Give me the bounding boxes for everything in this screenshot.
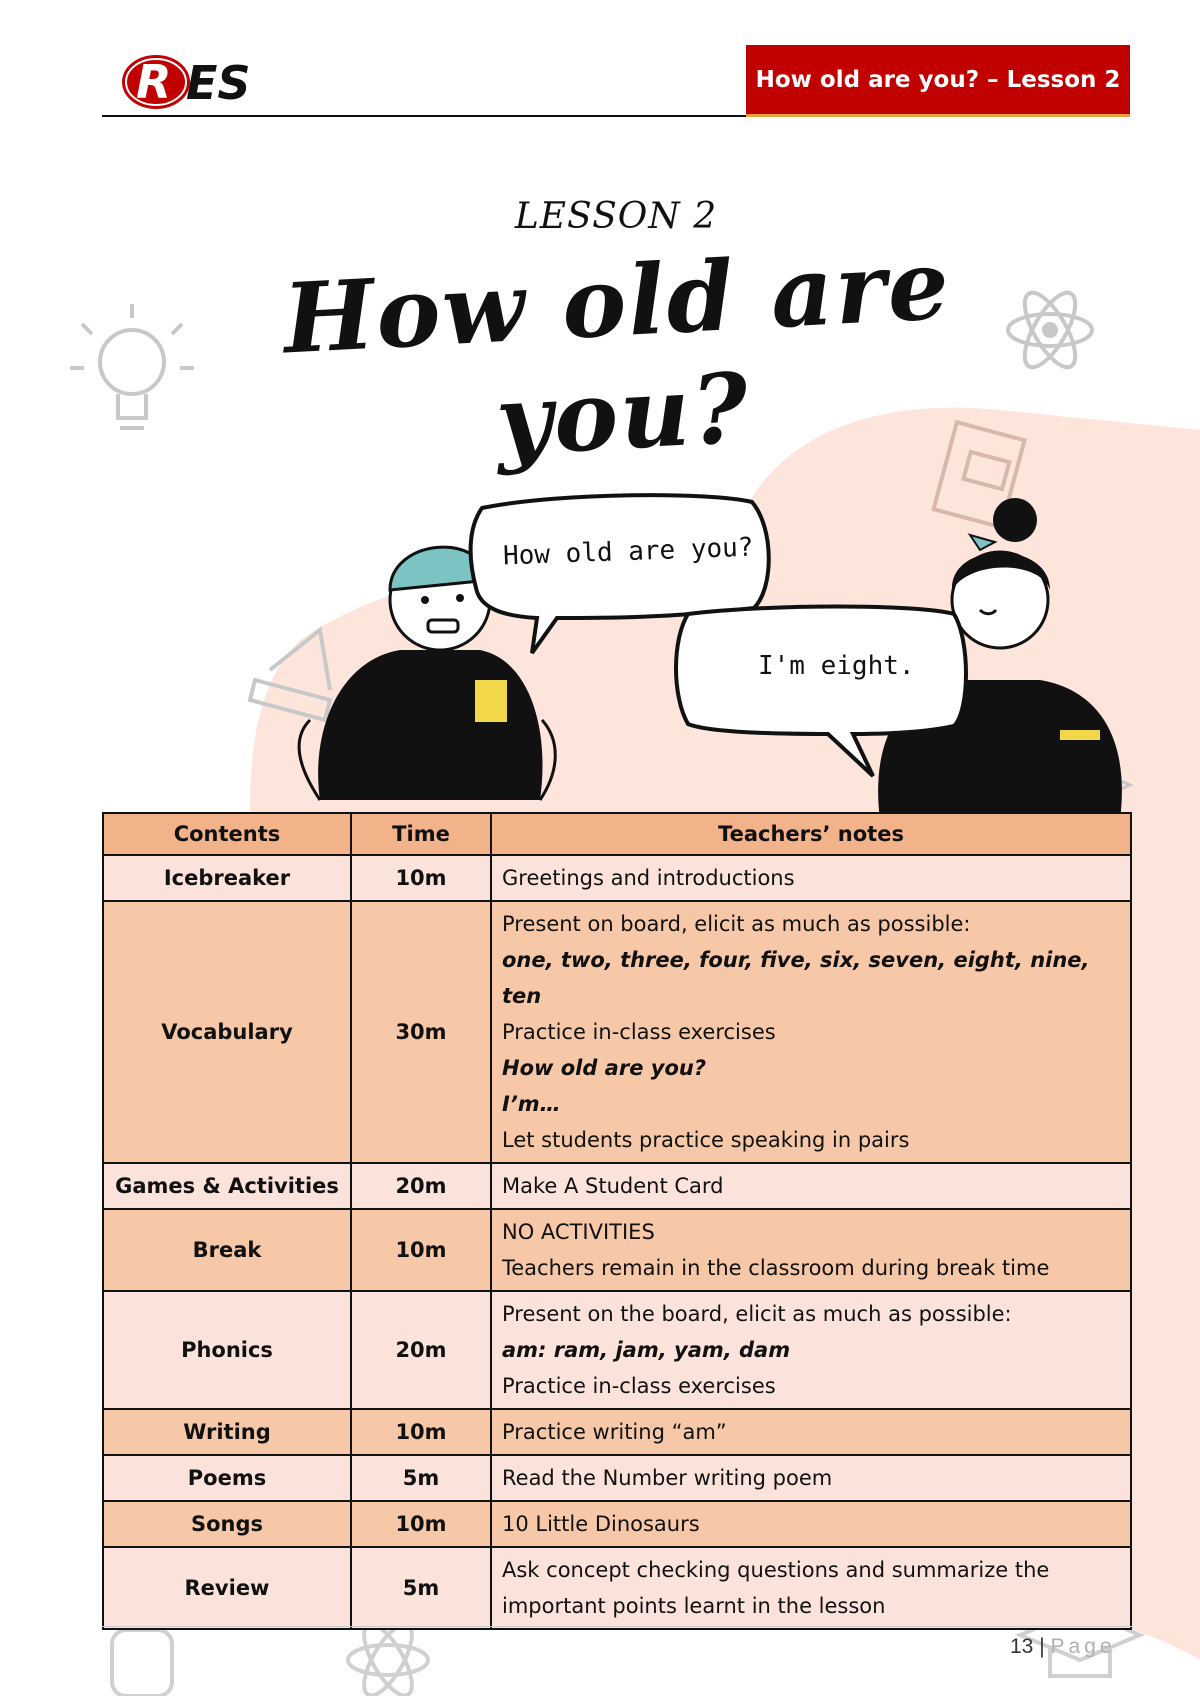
note-line: Practice writing “am” <box>502 1420 727 1444</box>
table-row <box>103 1163 1131 1209</box>
cell-content: Writing <box>103 1409 351 1455</box>
note-line: I’m… <box>502 1092 561 1116</box>
table-header-row <box>103 813 1131 855</box>
table-row <box>103 1291 1131 1409</box>
table-row <box>103 1455 1131 1501</box>
cell-notes <box>491 1455 1131 1501</box>
page-separator: | <box>1039 1635 1045 1658</box>
cell-notes <box>491 1291 1131 1409</box>
cell-content: Phonics <box>103 1291 351 1409</box>
res-logo <box>120 52 280 112</box>
note-line: Practice in-class exercises <box>502 1374 776 1398</box>
header-time: Time <box>351 813 491 855</box>
cell-content: Vocabulary <box>103 901 351 1163</box>
note-line: 10 Little Dinosaurs <box>502 1512 700 1536</box>
note-line: Read the Number writing poem <box>502 1466 833 1490</box>
lightbulb-icon <box>70 304 194 428</box>
cell-time: 5m <box>351 1455 491 1501</box>
cell-notes <box>491 1547 1131 1629</box>
speech-bubble-girl <box>668 600 974 780</box>
cell-time: 30m <box>351 901 491 1163</box>
cell-notes <box>491 1501 1131 1547</box>
cell-content: Review <box>103 1547 351 1629</box>
lesson-badge: How old are you? – Lesson 2 <box>746 45 1130 117</box>
footer-rule <box>102 1626 1132 1627</box>
cell-time: 20m <box>351 1291 491 1409</box>
header-notes: Teachers’ notes <box>491 813 1131 855</box>
cell-content: Icebreaker <box>103 855 351 901</box>
lesson-plan-table <box>102 812 1132 1630</box>
note-line: Greetings and introductions <box>502 866 795 890</box>
table-row <box>103 1409 1131 1455</box>
page-number-value: 13 <box>1010 1635 1034 1658</box>
table-row <box>103 855 1131 901</box>
note-line: Teachers remain in the classroom during break time <box>502 1256 1050 1280</box>
note-line: How old are you? <box>502 1056 707 1080</box>
cell-content: Games & Activities <box>103 1163 351 1209</box>
cell-time: 10m <box>351 855 491 901</box>
note-line: NO ACTIVITIES <box>502 1220 655 1244</box>
note-line: Practice in-class exercises <box>502 1020 776 1044</box>
note-line: Let students practice speaking in pairs <box>502 1128 910 1152</box>
svg-text:R: R <box>136 55 172 109</box>
note-line: Present on the board, elicit as much as possible: <box>502 1302 1012 1326</box>
cell-time: 5m <box>351 1547 491 1629</box>
note-line: Ask concept checking questions and summarize the <box>502 1558 1050 1582</box>
cell-time: 10m <box>351 1209 491 1291</box>
lesson-label: LESSON 2 <box>514 196 718 237</box>
cell-notes <box>491 1209 1131 1291</box>
cell-time: 10m <box>351 1501 491 1547</box>
note-line: Present on board, elicit as much as possible: <box>502 912 971 936</box>
table-row <box>103 1501 1131 1547</box>
table-row <box>103 1209 1131 1291</box>
cell-notes <box>491 1163 1131 1209</box>
cell-notes <box>491 901 1131 1163</box>
table-row <box>103 901 1131 1163</box>
cell-time: 20m <box>351 1163 491 1209</box>
page-title: How old are you? <box>280 227 954 478</box>
page-number <box>1010 1635 1116 1659</box>
note-line: am: ram, jam, yam, dam <box>502 1338 791 1362</box>
note-line: important points learnt in the lesson <box>502 1594 886 1618</box>
table-row <box>103 1547 1131 1629</box>
girl-speech-text: I'm eight. <box>758 651 915 681</box>
cell-time: 10m <box>351 1409 491 1455</box>
boy-speech-text: How old are you? <box>502 532 754 572</box>
cell-content: Songs <box>103 1501 351 1547</box>
cell-content: Poems <box>103 1455 351 1501</box>
svg-text:ES: ES <box>186 56 251 110</box>
cell-content: Break <box>103 1209 351 1291</box>
header-contents: Contents <box>103 813 351 855</box>
page-label: Page <box>1050 1635 1116 1658</box>
header-rule <box>102 115 748 117</box>
note-line: one, two, three, four, five, six, seven, eight, nine, ten <box>502 948 1090 1008</box>
cell-notes <box>491 855 1131 901</box>
note-line: Make A Student Card <box>502 1174 724 1198</box>
cell-notes <box>491 1409 1131 1455</box>
